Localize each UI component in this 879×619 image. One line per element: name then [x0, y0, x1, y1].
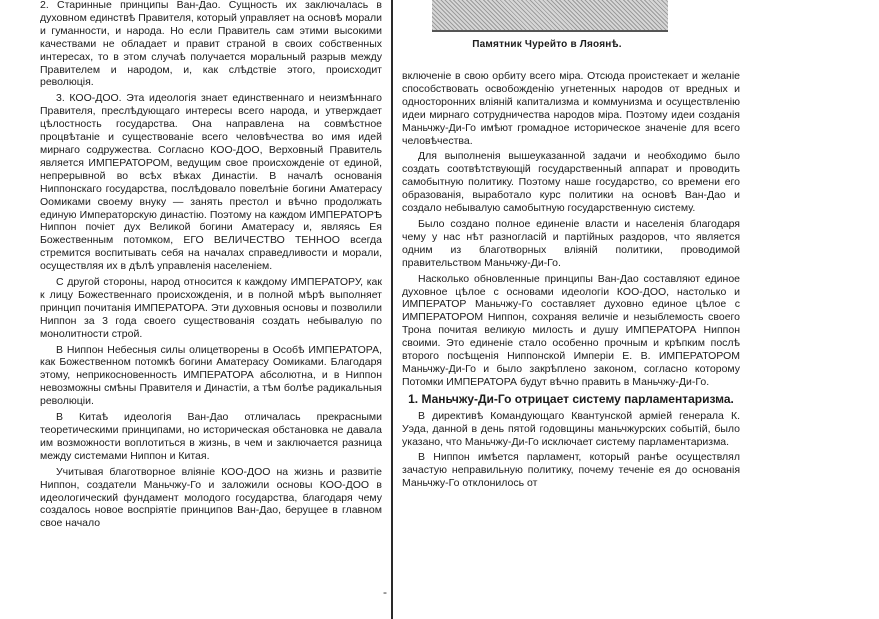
photo-caption: Памятник Чурейто в Ляоянѣ. [472, 39, 622, 50]
paragraph: В директивѣ Командующаго Квантунской арміей генерала К. Уэда, данной в день пятой годовщины маньчжурских событій, было указано, что Маньчжу-Ди-Го исключает систему парламентаризма. [402, 409, 740, 448]
paragraph: Учитывая благотворное вліяніе КОО-ДОО на жизнь и развитіе Ниппон, создатели Маньчжу-Го и заложили основы КОО-ДОО в идеологический фундамент молодого государства, благодаря чему создалось новое воспріятіе принципов Ван-Дао, берущее в главном свое начало [40, 465, 382, 530]
right-column [402, 0, 747, 619]
paragraph: 3. КОО-ДОО. Эта идеологія знает единственнаго и неизмѣннаго Правителя, преслѣдующаго интересы всего народа, и утверждает цѣлостность государства. Она направлена на совмѣстное процвѣтаніе и существованіе всего человѣчества во имя идей мирнаго содружества. Согласно КОО-ДОО, Верховный Правитель является ИМПЕРАТОРОМ, ведущим свое происхожденіе от единой, непрерывной во всѣх вѣках Династіи. В началѣ основанія Ниппонскаго государства, послѣдовало повелѣніе богини Аматерасу Оомиками своему внуку — занять престол и вѣчно продолжать единую Императорскую династію. Поэтому на каждом ИМПЕРАТОРѢ Ниппон почіет дух Великой богини Аматерасу и, являясь Ея Божественным потомком, ЕГО ВЕЛИЧЕСТВО ТЕННОО всегда стремится воспитывать себя на началах справедливости и морали, осуществляя их в дѣлѣ управленія населеніем. [40, 92, 382, 273]
paragraph: В Китаѣ идеологія Ван-Дао отличалась прекрасными теоретическими принципами, но историческая обстановка не давала им возможности воплотиться в жизнь, в чем и заключается разница между системами Ниппон и Китая. [40, 411, 382, 462]
paragraph: 2. Старинные принципы Ван-Дао. Сущность их заключалась в духовном единствѣ Правителя, который управляет на основѣ морали и гуманности, и народа. Но если Правитель сам этими высокими качествами не обладает и правит страной в своих собственных интересах, то в этом случаѣ получается моральный разрыв между Правителем и народом, и, как слѣдствіе этого, происходит революція. [40, 0, 382, 89]
left-column [40, 0, 382, 619]
paragraph: включеніе в свою орбиту всего міра. Отсюда проистекает и желаніе способствовать освобожденію угнетенных народов от вредных и односторонних вліяній капитализма и коммунизма и осуществленію идеи мирнаго сотрудничества народов міра. Поэтому идеи созданія Маньчжу-Ди-Го имѣют громадное историческое значеніе для всего человѣчества. [402, 70, 740, 147]
left-column-text [40, 0, 382, 533]
paragraph: В Ниппон имѣется парламент, который ранѣе осуществлял зачастую неправильную политику, почему теченіе ея до основанія Маньчжу-Го отклонилось от [402, 451, 740, 490]
paragraph: Насколько обновленные принципы Ван-Дао составляют единое духовное цѣлое с основами идеологіи КОО-ДОО, настолько и ИМПЕРАТОР Маньчжу-Го составляет духовно единое цѣлое с ИМПЕРАТОРОМ Ниппон, сохраняя величіе и незыблемость своего Трона почитая великую милость и душу ИМПЕРАТОРА Ниппон своими. Это единеніе стало особенно прочным и крѣпким послѣ второго посѣщенія Ниппонской Имперіи Е. В. ИМПЕРАТОРОМ Маньчжу-Ди-Го и было закрѣплено законом, согласно которому Потомки ИМПЕРАТОРА будут вѣчно править в Маньчжу-Ди-Го. [402, 272, 740, 388]
monument-photo [432, 0, 668, 32]
right-column-text [402, 70, 740, 493]
paragraph: С другой стороны, народ относится к каждому ИМПЕРАТОРУ, как к лицу Божественнаго происхожденія, и в полной мѣрѣ выполняет принцип почитанія ИМПЕРАТОРА. Эти духовныя основы и позволили Ниппон за 3 года своего существованія создать небывалую по монолитности строй. [40, 276, 382, 340]
column-divider [391, 0, 393, 619]
paragraph: Было создано полное единеніе власти и населенія благодаря чему у нас нѣт разногласій и партійных раздоров, что является одним из благотворных вліяній политики, проводимой правительством Маньчжу-Ди-Го. [402, 217, 740, 269]
paragraph: В Ниппон Небесныя силы олицетворены в Особѣ ИМПЕРАТОРА, как Божественном потомкѣ богини Аматерасу Оомиками. Благодаря этому, неприкосновенность ИМПЕРАТОРА абсолютна, и в Ниппон невозможны смѣны Правителя и Династіи, а тѣм болѣе радикальныя революціи. [40, 343, 382, 408]
edge-mark: - [383, 585, 387, 599]
section-heading: 1. Маньчжу-Ди-Го отрицает систему парламентаризма. [408, 391, 734, 406]
paragraph: Для выполненія вышеуказанной задачи и необходимо было создать соотвѣтствующій государственный аппарат и проводить самобытную политику. Поэтому наше государство, со времени его образованія, выработало курс политики на основѣ Ван-Дао и создало небывалую самобытную государственную систему. [402, 150, 740, 215]
